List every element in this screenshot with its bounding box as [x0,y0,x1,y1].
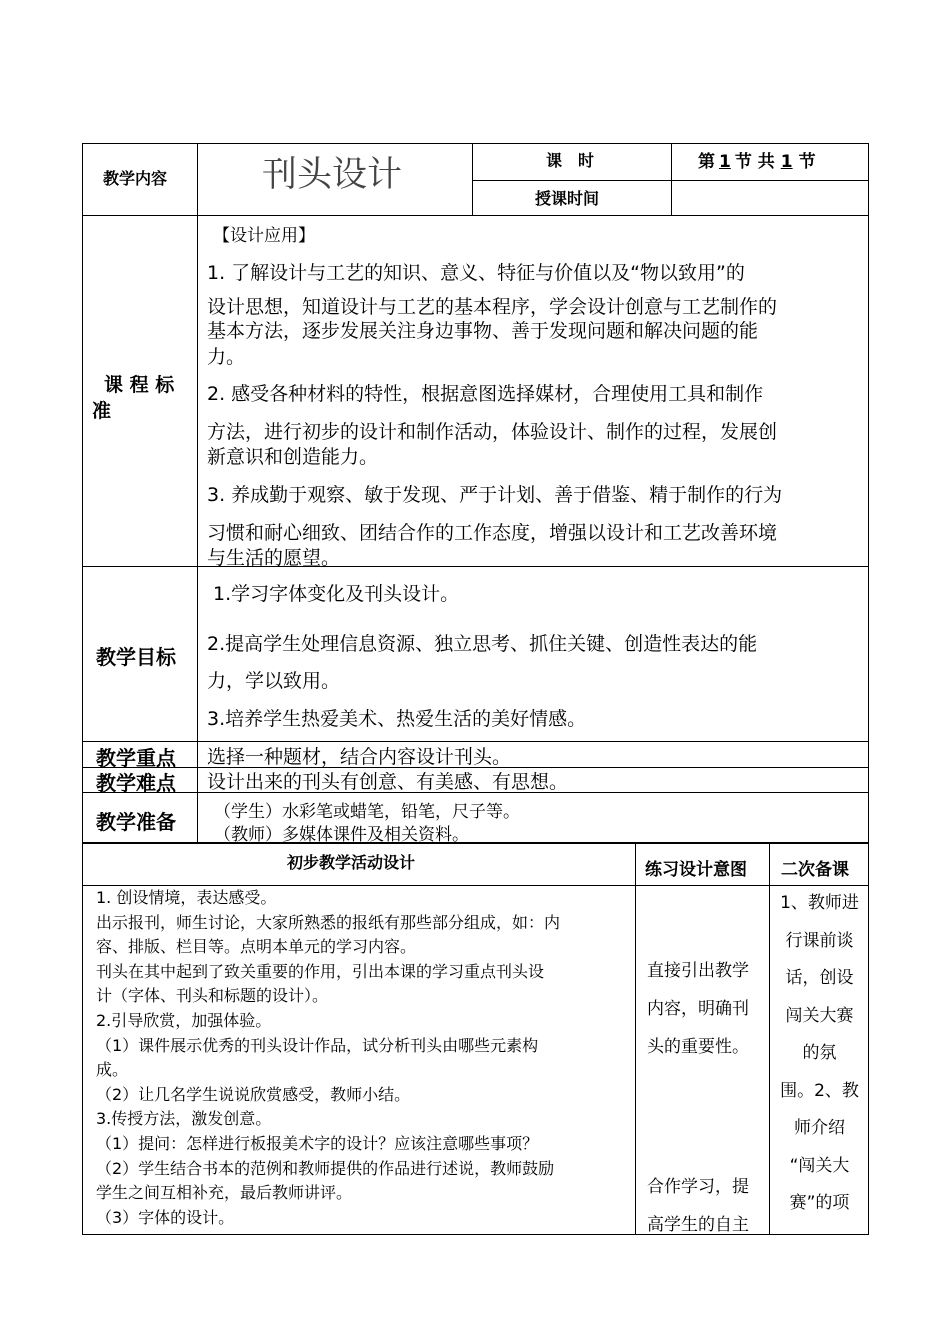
standard-1-line: 设计思想，知道设计与工艺的基本程序，学会设计创意与工艺制作的 [207,296,778,318]
activity-line: 出示报刊，师生讨论，大家所熟悉的报纸有那些部分组成，如：内 [96,912,561,932]
intent-line: 内容，明确刊 [647,999,749,1019]
content-label: 教学内容 [103,169,168,188]
secondary-col-header: 二次备课 [781,860,849,880]
activity-col-header: 初步教学活动设计 [287,853,416,872]
difficulty-value: 设计出来的刊头有创意、有美感、有思想。 [207,771,569,793]
focus-value: 选择一种题材，结合内容设计刊头。 [207,746,512,768]
activity-line: 计（字体、刊头和标题的设计）。 [96,986,329,1006]
activity-line: （2）学生结合书本的范例和教师提供的作品进行述说，教师鼓励 [96,1158,555,1178]
lesson-title: 刊头设计 [262,155,403,195]
activity-line: （1）提问：怎样进行板报美术字的设计？应该注意哪些事项？ [96,1133,539,1153]
goal-1: 1.学习字体变化及刊头设计。 [213,583,460,605]
secondary-line: “闯关大 [789,1155,850,1176]
standard-1-cont [207,318,758,370]
standards-label-line1: 课 程 标 [104,374,175,396]
secondary-line: 行课前谈 [785,930,854,951]
intent-block-2 [647,1168,749,1244]
goal-3: 3.培养学生热爱美术、热爱生活的美好情感。 [207,708,587,730]
intent-block-1 [647,952,749,1066]
standard-2-line: 新意识和创造能力。 [207,446,379,468]
difficulty-label: 教学难点 [96,771,176,795]
activity-line: 3.传授方法，激发创意。 [96,1109,272,1129]
secondary-line: 的氛 [802,1043,837,1063]
standard-2-line: 2. 感受各种材料的特性，根据意图选择媒材，合理使用工具和制作 [207,383,764,405]
period-value: 第 1 节 共 1 节 [698,152,816,172]
activity-line: 刊头在其中起到了致关重要的作用，引出本课的学习重点刊头设 [96,961,545,981]
activity-line: 学生之间互相补充，最后教师讲评。 [96,1183,353,1203]
secondary-line: 赛”的项 [789,1193,850,1213]
goals-label: 教学目标 [96,645,176,669]
activity-line: 容、排版、栏目等。点明本单元的学习内容。 [96,937,417,957]
secondary-notes [770,885,869,1223]
intent-line: 头的重要性。 [647,1037,749,1057]
goal-2: 2.提高学生处理信息资源、独立思考、抓住关键、创造性表达的能 [207,633,758,655]
prep-label: 教学准备 [96,810,176,834]
secondary-line: 1、教师进 [780,893,859,913]
activity-line: （1）课件展示优秀的刊头设计作品，试分析刊头由哪些元素构 [96,1035,539,1055]
standard-2-line: 方法，进行初步的设计和制作活动，体验设计、制作的过程，发展创 [207,421,778,443]
standard-1-line: 力。 [207,346,246,368]
standards-heading: 【设计应用】 [213,226,315,246]
standards-label-line2: 准 [92,400,112,422]
intent-line: 高学生的自主 [647,1215,749,1235]
activity-line: （3）字体的设计。 [96,1207,235,1227]
secondary-line: 师介绍 [794,1118,845,1138]
period-label: 课 时 [546,151,595,170]
standard-1 [207,255,777,325]
standard-1-line: 1. 了解设计与工艺的知识、意义、特征与价值以及“物以致用”的 [207,262,745,284]
intent-line: 直接引出教学 [647,961,749,981]
standard-3-line: 与生活的愿望。 [207,547,341,569]
secondary-line: 围。2、教 [780,1080,859,1101]
activity-line: 1. 创设情境，表达感受。 [96,888,277,907]
goal-2-cont: 力，学以致用。 [207,670,341,692]
focus-label: 教学重点 [96,746,176,770]
secondary-line: 闯关大赛 [785,1005,854,1026]
standard-1-line: 基本方法，逐步发展关注身边事物、善于发现问题和解决问题的能 [207,320,759,342]
activity-line: 2.引导欣赏，加强体验。 [96,1010,272,1030]
standard-3-line: 习惯和耐心细致、团结合作的工作态度，增强以设计和工艺改善环境 [207,522,778,544]
standard-3 [207,476,782,552]
standard-3-line: 3. 养成勤于观察、敏于发现、严于计划、善于借鉴、精于制作的行为 [207,484,783,506]
time-label: 授课时间 [535,189,600,208]
secondary-line: 话，创设 [785,968,854,988]
prep-line-1: （学生）水彩笔或蜡笔，铅笔，尺子等。 [214,802,520,822]
standard-2 [207,375,777,451]
activity-body [96,886,560,1230]
intent-col-header: 练习设计意图 [645,860,747,880]
activity-line: 成。 [96,1060,129,1080]
activity-line: （2）让几名学生说说欣赏感受，教师小结。 [96,1084,411,1104]
intent-line: 合作学习，提 [647,1177,749,1197]
prep-line-2: （教师）多媒体课件及相关资料。 [214,825,469,845]
